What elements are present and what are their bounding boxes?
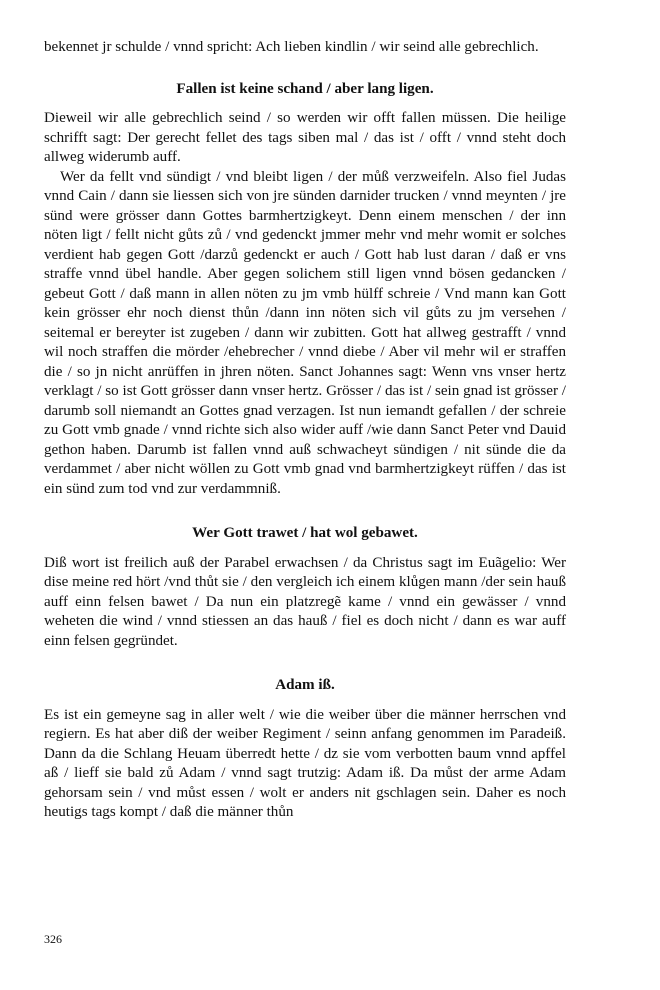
continued-paragraph: bekennet jr schulde / vnnd spricht: Ach lieben kindlin / wir seind alle gebrechlich. xyxy=(44,39,539,55)
paragraph-es-ist: Es ist ein gemeyne sag in aller welt / wie die weiber über die männer herrschen vnd regiern. Es hat aber diß der weiber Regiment / seinn anfang genommen im Paradeiß. Dann da die Schlang Heuam überredt hette / dz sie vom verbotten baum vnnd apffel aß / lieff sie bald zů Adam / vnnd sagt trutzig: Adam iß. Da můst der arme Adam gehorsam sein / vnd můst essen / wolt er anders nit gschlagen sein. Daher es noch heutigs tags kompt / daß die männer thůn xyxy=(44,706,566,820)
section-heading-fallen: Fallen ist keine schand / aber lang ligen. xyxy=(176,80,434,97)
paragraph-dieweil: Dieweil wir alle gebrechlich seind / so werden wir offt fallen müssen. Die heilige schrifft sagt: Der gerecht fellet des tags siben mal / das ist / offt / vnnd steht doch allweg widerumb auff. xyxy=(44,110,566,165)
section-heading-wer-gott: Wer Gott trawet / hat wol gebawet. xyxy=(192,525,418,541)
section-heading-adam: Adam iß. xyxy=(275,677,335,693)
paragraph-diss-wort: Diß wort ist freilich auß der Parabel erwachsen / da Christus sagt im Euãgelio: Wer dise meine red hört /vnd thůt sie / den vergleich ich einem klůgen mann /der sein hauß auff einn felsen bawet / Da nun ein platzregẽ kame / vnnd ein gewässer / vnnd weheten die wind / vnnd stiessen an das hauß / fiel es doch nicht / dann es war auff einn felsen gegründet. xyxy=(44,554,566,649)
page-body xyxy=(44,38,566,823)
paragraph-wer-da-fellt: Wer da fellt vnd sündigt / vnd bleibt ligen / der můß verzweifeln. Also fiel Judas vnnd Cain / dann sie liessen sich von jre sünden darnider trucken / vnnd meynten / jre sünd were grösser dann Gottes barmhertzigkeyt. Denn einem menschen / der inn nöten ligt / fellt nicht gůts zů / vnd gedenckt jmmer mehr vnd mehr womit er solches verdient hab gegen Gott /darzů gedenckt er auch / Gott hab lust daran / daß er vns straffe vnnd übel handle. Aber gegen solichem still ligen vnnd bösen gedancken / gebeut Gott / daß mann in allen nöten zu jm vmb hülff schreie / Vnd mann kan Gott kein grösser ehr noch dienst thůn /dann inn nöten sich vil gůts zu jm versehen / seitemal er bereyter ist zugeben / dann wir zubitten. Gott hat allweg gestrafft / vnnd wil noch straffen die mörder /ehebrecher / vnnd diebe / Aber vil mehr wil er straffen die / so jn nicht anrüffen in jhren nöten. Sanct Johannes sagt: Wenn vns vnser hertz verklagt / so ist Gott grösser dann vnser hertz. Grösser / das ist / sein gnad ist grösser / darumb soll niemandt an Gottes gnad verzagen. Ist nun iemandt gefallen / der schreie zu Gott vmb gnade / vnnd richte sich also wider auff /wie dann Sanct Peter vnd Dauid gethon haben. Darumb ist fallen vnnd auß schwacheyt sündigen / nit sünde die da verdammet / aber nicht wöllen zu Gott vmb gnad vnd barmhertzigkeyt rüffen / das ist ein sünd zum tod vnd zur verdammniß. xyxy=(44,168,566,497)
page-number: 326 xyxy=(44,932,62,946)
